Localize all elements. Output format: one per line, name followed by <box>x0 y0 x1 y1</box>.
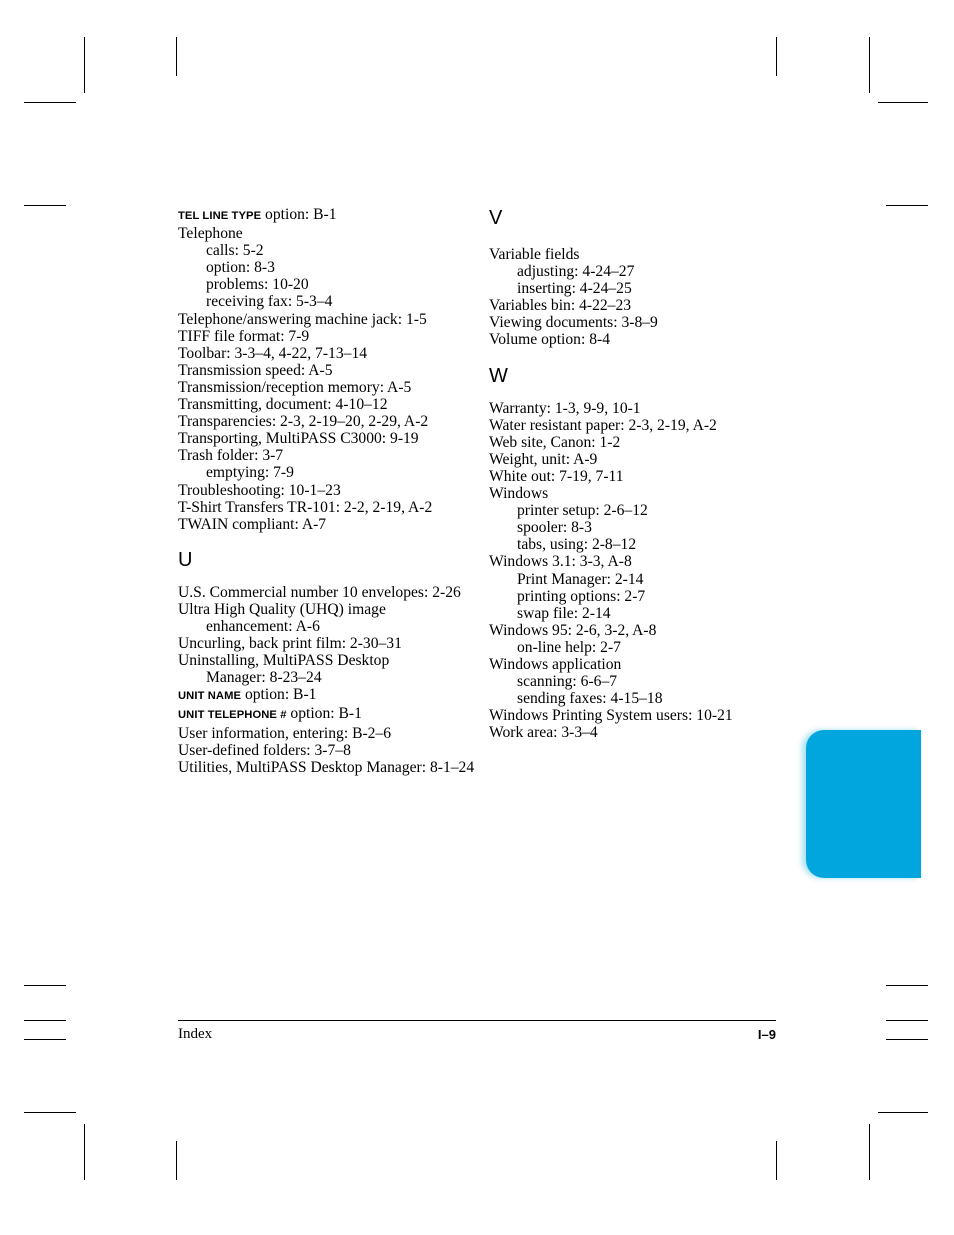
index-thumb-tab <box>806 730 921 878</box>
index-subentry: spooler: 8-3 <box>517 519 592 537</box>
crop-mark <box>886 985 928 986</box>
index-entry: Transmission/reception memory: A-5 <box>178 378 412 396</box>
crop-mark <box>776 1141 777 1180</box>
crop-mark <box>24 1112 76 1113</box>
index-entry: TIFF file format: 7-9 <box>178 327 310 345</box>
section-heading-w: W <box>489 364 508 387</box>
index-subentry: sending faxes: 4-15–18 <box>517 690 663 708</box>
crop-mark <box>84 37 85 93</box>
crop-mark <box>886 205 928 206</box>
section-heading-u: U <box>178 548 193 571</box>
index-entry: T-Shirt Transfers TR-101: 2-2, 2-19, A-2 <box>178 498 433 516</box>
crop-mark <box>886 1020 928 1021</box>
index-subentry: inserting: 4-24–25 <box>517 280 632 298</box>
index-subentry: printer setup: 2-6–12 <box>517 502 648 520</box>
index-entry: User-defined folders: 3-7–8 <box>178 741 351 759</box>
setting-term: UNIT TELEPHONE # <box>178 709 287 722</box>
crop-mark <box>869 1124 870 1180</box>
index-entry: Transmission speed: A-5 <box>178 361 333 379</box>
crop-mark <box>176 1141 177 1180</box>
crop-mark <box>176 37 177 76</box>
index-entry: Work area: 3-3–4 <box>489 724 598 742</box>
index-entry: UNIT NAME option: B-1 <box>178 686 317 704</box>
crop-mark <box>776 37 777 76</box>
index-entry: White out: 7-19, 7-11 <box>489 467 624 485</box>
index-entry: Warranty: 1-3, 9-9, 10-1 <box>489 399 641 417</box>
index-entry: UNIT TELEPHONE # option: B-1 <box>178 705 362 723</box>
index-column-left <box>178 206 475 776</box>
index-entry: User information, entering: B-2–6 <box>178 724 392 742</box>
index-entry: Water resistant paper: 2-3, 2-19, A-2 <box>489 416 717 434</box>
index-entry: Web site, Canon: 1-2 <box>489 433 621 451</box>
index-entry: Windows application <box>489 655 622 673</box>
index-column-right <box>489 206 779 741</box>
index-subentry: emptying: 7-9 <box>206 464 294 482</box>
index-subentry: adjusting: 4-24–27 <box>517 263 635 281</box>
index-entry: Utilities, MultiPASS Desktop Manager: 8-1–24 <box>178 758 475 776</box>
index-subentry: tabs, using: 2-8–12 <box>517 536 637 554</box>
index-subentry: receiving fax: 5-3–4 <box>206 293 333 311</box>
index-entry: Windows 3.1: 3-3, A-8 <box>489 553 632 571</box>
crop-mark <box>84 1124 85 1180</box>
index-subentry: Print Manager: 2-14 <box>517 570 644 588</box>
index-entry: Transparencies: 2-3, 2-19–20, 2-29, A-2 <box>178 413 429 431</box>
index-entry: Windows 95: 2-6, 3-2, A-8 <box>489 621 657 639</box>
index-entry: Windows <box>489 485 549 503</box>
index-subentry: option: 8-3 <box>206 259 275 277</box>
index-entry: Toolbar: 3-3–4, 4-22, 7-13–14 <box>178 344 368 362</box>
index-subentry: swap file: 2-14 <box>517 604 611 622</box>
setting-term: TEL LINE TYPE <box>178 210 262 222</box>
index-entry: Transporting, MultiPASS C3000: 9-19 <box>178 430 419 448</box>
index-entry: Telephone/answering machine jack: 1-5 <box>178 310 427 328</box>
crop-mark <box>24 1020 66 1021</box>
section-heading-v: V <box>489 207 503 229</box>
index-subentry: problems: 10-20 <box>206 276 309 294</box>
crop-mark <box>878 102 928 103</box>
index-entry: Weight, unit: A-9 <box>489 450 598 468</box>
index-subentry: scanning: 6-6–7 <box>517 673 618 691</box>
crop-mark <box>24 1039 66 1040</box>
index-entry: Trash folder: 3-7 <box>178 447 284 465</box>
page-number: I–9 <box>757 1027 776 1042</box>
crop-mark <box>24 985 66 986</box>
index-entry: Volume option: 8-4 <box>489 331 610 349</box>
index-subentry: on-line help: 2-7 <box>517 638 621 656</box>
crop-mark <box>24 102 76 103</box>
index-subentry: printing options: 2-7 <box>517 587 646 605</box>
index-entry: Windows Printing System users: 10-21 <box>489 707 733 725</box>
crop-mark <box>869 37 870 93</box>
index-entry: Variable fields <box>489 246 580 263</box>
footer-rule <box>178 1020 776 1021</box>
footer-section-label: Index <box>178 1026 213 1042</box>
index-entry: Viewing documents: 3-8–9 <box>489 314 658 332</box>
index-entry: Variables bin: 4-22–23 <box>489 297 632 315</box>
index-entry: Uninstalling, MultiPASS Desktop Manager: 8-23–24 <box>178 652 390 687</box>
crop-mark <box>878 1112 928 1113</box>
crop-mark <box>886 1039 928 1040</box>
index-subentry: calls: 5-2 <box>206 242 264 260</box>
index-entry: Ultra High Quality (UHQ) image enhancement: A-6 <box>178 600 386 635</box>
index-entry: Telephone <box>178 225 243 243</box>
crop-mark <box>24 205 66 206</box>
index-entry: Troubleshooting: 10-1–23 <box>178 481 341 499</box>
index-entry: U.S. Commercial number 10 envelopes: 2-26 <box>178 583 461 601</box>
setting-term: UNIT NAME <box>178 690 242 703</box>
index-entry: TWAIN compliant: A-7 <box>178 515 327 533</box>
index-entry: Transmitting, document: 4-10–12 <box>178 396 388 414</box>
index-entry: TEL LINE TYPE option: B-1 <box>178 206 337 223</box>
index-entry: Uncurling, back print film: 2-30–31 <box>178 635 402 653</box>
